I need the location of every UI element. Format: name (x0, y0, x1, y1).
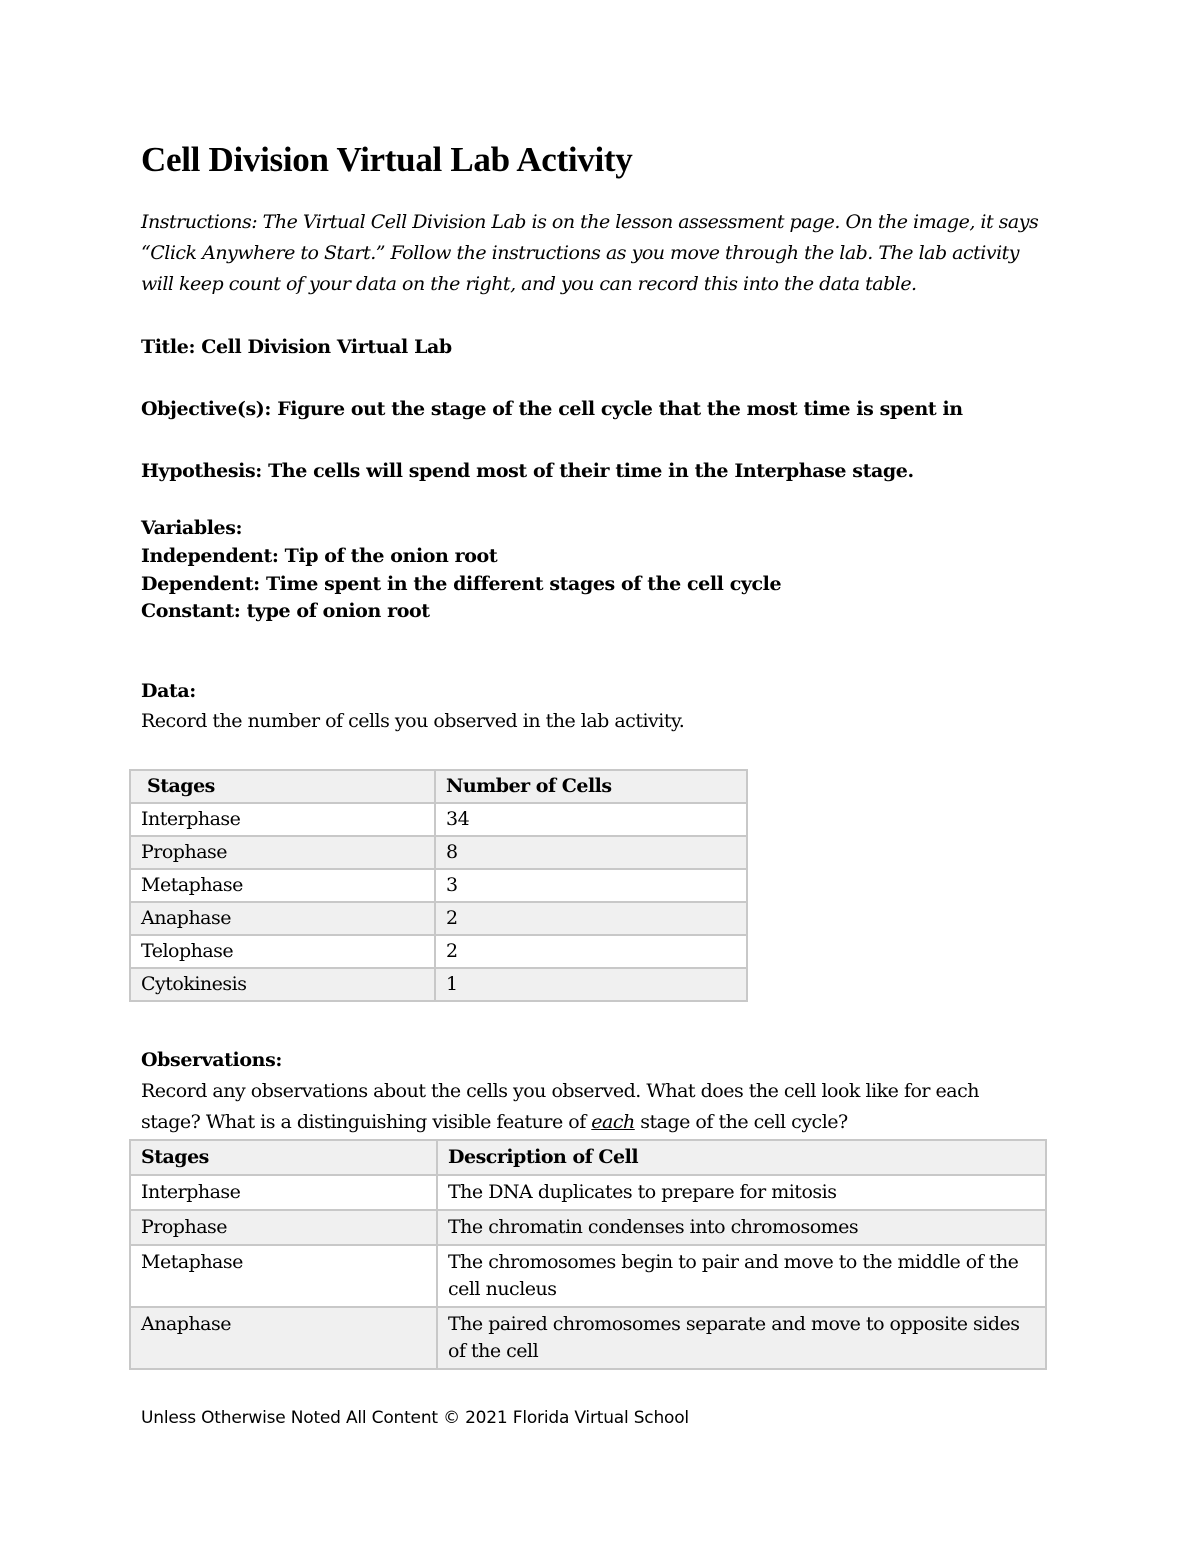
stage-cell: Metaphase (130, 1245, 437, 1307)
description-cell[interactable]: The chromosomes begin to pair and move to the middle of the cell nucleus (437, 1245, 1046, 1307)
constant-variable: Constant: type of onion root (141, 600, 430, 622)
column-header-description: Description of Cell (437, 1140, 1046, 1175)
table-row (130, 869, 747, 902)
count-cell[interactable]: 2 (435, 902, 747, 935)
column-header-stages: Stages (130, 770, 435, 803)
observations-prompt-before: Record any observations about the cells you observed. What does the cell look like for each stage? What is a distinguishing visible feature of (141, 1080, 979, 1133)
stage-cell: Metaphase (130, 869, 435, 902)
data-heading: Data: (141, 680, 196, 702)
lab-title-field: Title: Cell Division Virtual Lab (141, 336, 452, 358)
table-row (130, 902, 747, 935)
cell-count-table (129, 769, 748, 1002)
table-header-row (130, 770, 747, 803)
count-cell[interactable]: 34 (435, 803, 747, 836)
table-row (130, 803, 747, 836)
data-prompt: Record the number of cells you observed in the lab activity. (141, 710, 685, 732)
description-cell[interactable]: The paired chromosomes separate and move to opposite sides of the cell (437, 1307, 1046, 1369)
table-row (130, 836, 747, 869)
stage-cell: Interphase (130, 803, 435, 836)
stage-cell: Interphase (130, 1175, 437, 1210)
count-cell[interactable]: 1 (435, 968, 747, 1001)
stage-cell: Anaphase (130, 1307, 437, 1369)
stage-cell: Prophase (130, 1210, 437, 1245)
column-header-stages: Stages (130, 1140, 437, 1175)
stage-cell: Prophase (130, 836, 435, 869)
table-row (130, 1175, 1046, 1210)
observations-prompt-emphasis: each (591, 1111, 635, 1133)
variables-heading: Variables: (141, 517, 243, 539)
instructions-text: Instructions: The Virtual Cell Division Lab is on the lesson assessment page. On the image, it says “Click Anywhere to Start.” Follow the instructions as you move through the lab. The lab activity will keep count of your data on the right, and you can record this into the data table. (141, 211, 1039, 295)
table-row (130, 1245, 1046, 1307)
stage-cell: Telophase (130, 935, 435, 968)
count-cell[interactable]: 2 (435, 935, 747, 968)
description-cell[interactable]: The chromatin condenses into chromosomes (437, 1210, 1046, 1245)
description-cell[interactable]: The DNA duplicates to prepare for mitosis (437, 1175, 1046, 1210)
table-header-row (130, 1140, 1046, 1175)
observations-prompt-after: stage of the cell cycle? (634, 1111, 848, 1133)
copyright-footer: Unless Otherwise Noted All Content © 2021 Florida Virtual School (141, 1408, 689, 1428)
dependent-variable: Dependent: Time spent in the different stages of the cell cycle (141, 573, 782, 595)
stage-cell: Anaphase (130, 902, 435, 935)
hypothesis-field: Hypothesis: The cells will spend most of their time in the Interphase stage. (141, 460, 914, 482)
table-row (130, 1210, 1046, 1245)
table-row (130, 935, 747, 968)
objective-field: Objective(s): Figure out the stage of the cell cycle that the most time is spent in (141, 398, 963, 420)
independent-variable: Independent: Tip of the onion root (141, 545, 498, 567)
column-header-number-of-cells: Number of Cells (435, 770, 747, 803)
observations-prompt (141, 1076, 1041, 1138)
table-row (130, 1307, 1046, 1369)
observations-heading: Observations: (141, 1049, 282, 1071)
table-row (130, 968, 747, 1001)
count-cell[interactable]: 3 (435, 869, 747, 902)
page-title: Cell Division Virtual Lab Activity (141, 140, 633, 179)
count-cell[interactable]: 8 (435, 836, 747, 869)
observations-table (129, 1139, 1047, 1370)
stage-cell: Cytokinesis (130, 968, 435, 1001)
